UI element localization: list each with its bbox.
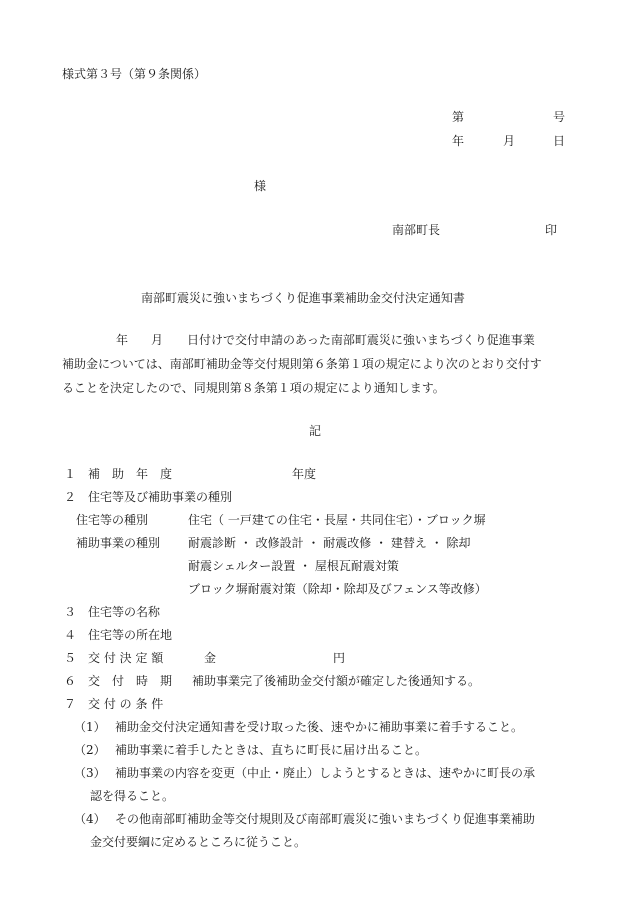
housing-type-label: 住宅等の種別 — [76, 513, 149, 527]
condition-1-line-1: 補助金交付決定通知書を受け取った後、速やかに補助事業に着手すること。 — [115, 720, 524, 734]
item7-num: ７ — [64, 697, 77, 711]
item7-label: 交 付 の 条 件 — [88, 697, 164, 711]
number-suffix: 号 — [553, 110, 566, 124]
housing-type-value: 住宅（ 一戸建ての住宅・長屋・共同住宅）・ブロック塀 — [188, 513, 486, 527]
condition-4-line-2: 金交付要綱に定めるところに従うこと。 — [90, 835, 307, 849]
item5-prefix: 金 — [204, 651, 217, 665]
body-month: 月 — [151, 333, 164, 347]
item6-num: ６ — [64, 674, 77, 688]
condition-2-num: （2） — [74, 743, 106, 757]
item5-suffix: 円 — [333, 651, 346, 665]
form-label: 様式第３号（第９条関係） — [62, 67, 207, 81]
condition-2-line-1: 補助事業に着手したときは、直ちに町長に届け出ること。 — [115, 743, 428, 757]
document-title: 南部町震災に強いまちづくり促進事業補助金交付決定通知書 — [141, 291, 465, 305]
item5-num: ５ — [64, 651, 77, 665]
date-year: 年 — [452, 134, 465, 148]
item1-label: 補 助 年 度 — [88, 467, 173, 481]
item3-label: 住宅等の名称 — [88, 605, 161, 619]
item6-value: 補助事業完了後補助金交付額が確定した後通知する。 — [192, 674, 481, 688]
condition-3-line-1: 補助事業の内容を変更（中止・廃止）しようとするときは、速やかに町長の承 — [115, 766, 536, 780]
condition-1-num: （1） — [74, 720, 106, 734]
date-day: 日 — [553, 134, 566, 148]
condition-4-line-1: その他南部町補助金等交付規則及び南部町震災に強いまちづくり促進事業補助 — [115, 812, 535, 826]
condition-3-line-2: 認を得ること。 — [90, 789, 175, 803]
project-type-line-2: 耐震シェルター設置 ・ 屋根瓦耐震対策 — [188, 559, 399, 573]
addressee-suffix: 様 — [254, 179, 267, 193]
project-type-label: 補助事業の種別 — [76, 536, 161, 550]
project-type-line-3: ブロック塀耐震対策（除却・除却及びフェンス等改修） — [188, 582, 487, 596]
body-line-2: 補助金については、南部町補助金等交付規則第６条第１項の規定により次のとおり交付す — [62, 357, 542, 371]
condition-4-num: （4） — [74, 812, 106, 826]
item4-label: 住宅等の所在地 — [88, 628, 173, 642]
item2-num: ２ — [64, 490, 77, 504]
item5-label: 交 付 決 定 額 — [88, 651, 164, 665]
body-year: 年 — [116, 333, 129, 347]
date-month: 月 — [503, 134, 516, 148]
issuer: 南部町長 — [392, 223, 441, 237]
item1-value: 年度 — [292, 467, 317, 481]
item2-label: 住宅等及び補助事業の種別 — [88, 490, 233, 504]
item1-num: １ — [64, 467, 77, 481]
number-prefix: 第 — [452, 110, 465, 124]
project-type-line-1: 耐震診断 ・ 改修設計 ・ 耐震改修 ・ 建替え ・ 除却 — [188, 536, 471, 550]
item4-num: ４ — [64, 628, 77, 642]
item6-label: 交 付 時 期 — [88, 674, 173, 688]
item3-num: ３ — [64, 605, 77, 619]
seal-mark: 印 — [545, 223, 558, 237]
ki-mark: 記 — [309, 424, 322, 438]
condition-3-num: （3） — [74, 766, 106, 780]
body-line-3: ることを決定したので、同規則第８条第１項の規定により通知します。 — [62, 381, 445, 395]
body-line-1: 日付けで交付申請のあった南部町震災に強いまちづくり促進事業 — [187, 333, 535, 347]
